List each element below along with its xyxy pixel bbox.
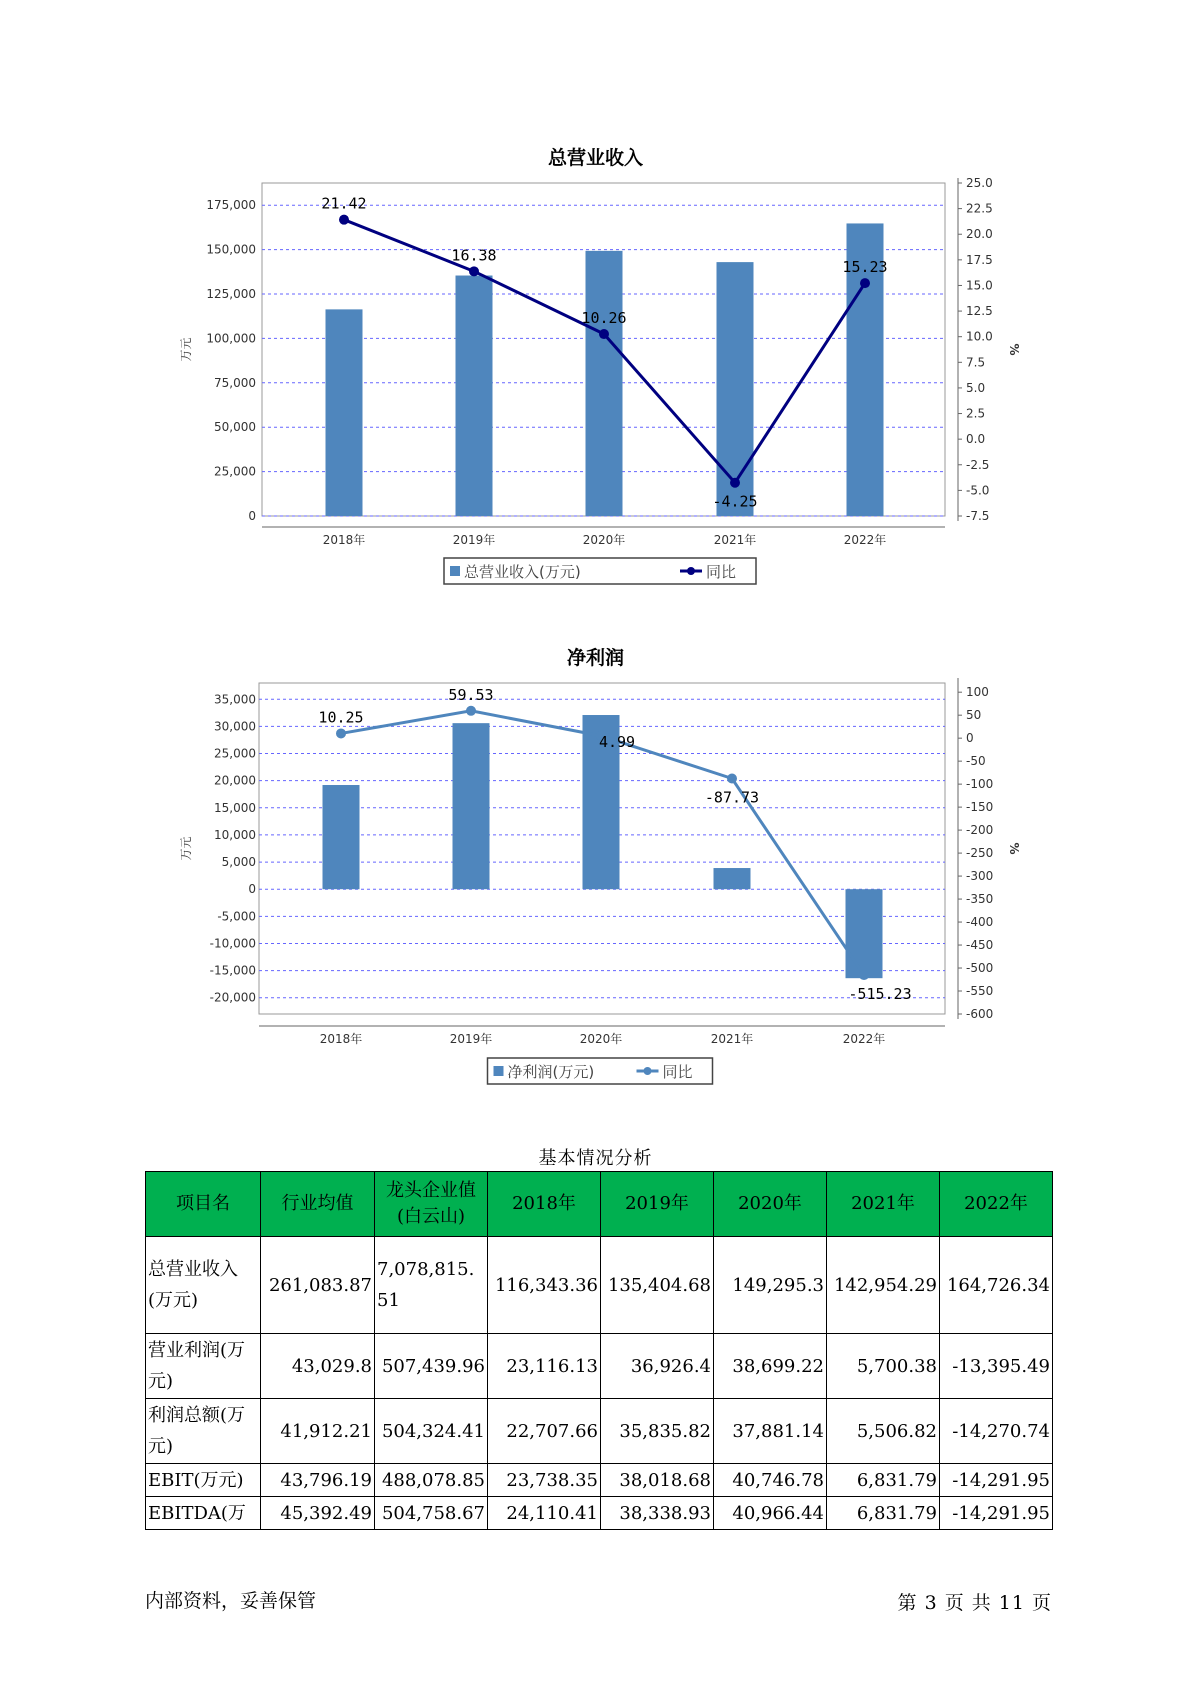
table-cell: 37,881.14 — [714, 1399, 827, 1464]
y-tick-label: 30,000 — [214, 719, 256, 734]
y-tick-label: -15,000 — [209, 963, 256, 978]
y-tick-label: 75,000 — [214, 375, 256, 390]
x-tick-label: 2022年 — [843, 533, 887, 547]
table-row — [146, 1237, 1053, 1334]
table-row — [146, 1334, 1053, 1399]
yoy-marker — [859, 970, 869, 980]
chart-title: 总营业收入 — [547, 147, 643, 169]
y2-tick-label: -2.5 — [966, 457, 990, 472]
x-tick-label: 2022年 — [842, 1032, 886, 1046]
y2-tick-label: 5.0 — [966, 380, 986, 395]
data-label: -515.23 — [848, 985, 912, 1004]
row-name-cell: EBITDA(万 — [146, 1497, 261, 1530]
table-cell: 504,324.41 — [375, 1399, 488, 1464]
x-tick-label: 2020年 — [579, 1032, 623, 1046]
yoy-marker — [466, 706, 476, 716]
header-cell: 龙头企业值(白云山) — [375, 1172, 488, 1237]
y2-tick-label: -50 — [966, 754, 986, 769]
table-cell: 7,078,815.51 — [375, 1237, 488, 1334]
y-tick-label: 150,000 — [206, 242, 256, 257]
table-cell: 36,926.4 — [601, 1334, 714, 1399]
y2-tick-label: -300 — [966, 869, 994, 884]
table-cell: 149,295.3 — [714, 1237, 827, 1334]
y2-tick-label: -350 — [966, 892, 994, 907]
y2-tick-label: 25.0 — [966, 176, 993, 190]
y-tick-label: 20,000 — [214, 773, 256, 788]
y2-tick-label: 0 — [966, 731, 974, 746]
table-header-row — [146, 1172, 1053, 1237]
y2-tick-label: 22.5 — [966, 201, 993, 216]
table-cell: 6,831.79 — [827, 1497, 940, 1530]
y2-tick-label: -250 — [966, 846, 994, 861]
y-tick-label: 50,000 — [214, 420, 256, 435]
y2-tick-label: -600 — [966, 1007, 994, 1021]
y2-axis-title: % — [1007, 842, 1021, 855]
basic-analysis-table — [145, 1171, 1053, 1530]
header-cell: 2020年 — [714, 1172, 827, 1237]
y-tick-label: 0 — [248, 882, 256, 897]
y-tick-label: 35,000 — [214, 692, 256, 707]
table-cell: 38,338.93 — [601, 1497, 714, 1530]
bar — [323, 785, 360, 889]
table-cell: -13,395.49 — [940, 1334, 1053, 1399]
y2-tick-label: 7.5 — [966, 355, 986, 370]
x-tick-label: 2018年 — [319, 1032, 363, 1046]
table-cell: 45,392.49 — [261, 1497, 375, 1530]
table-cell: 504,758.67 — [375, 1497, 488, 1530]
yoy-marker — [727, 773, 737, 783]
y2-axis-title: % — [1007, 343, 1021, 356]
y-tick-label: 0 — [248, 509, 256, 523]
data-label: 21.42 — [321, 194, 367, 213]
x-tick-label: 2021年 — [710, 1032, 754, 1046]
y2-tick-label: 10.0 — [966, 329, 993, 344]
row-name-cell: 总营业收入(万元) — [146, 1237, 261, 1334]
table-cell: -14,291.95 — [940, 1497, 1053, 1530]
y2-tick-label: 12.5 — [966, 304, 993, 319]
y-tick-label: 5,000 — [221, 855, 256, 870]
table-cell: 43,029.8 — [261, 1334, 375, 1399]
y-tick-label: -5,000 — [217, 909, 256, 924]
x-tick-label: 2021年 — [713, 533, 757, 547]
legend-bar-swatch — [494, 1066, 504, 1076]
y-tick-label: 100,000 — [206, 331, 256, 346]
y2-tick-label: -400 — [966, 915, 994, 930]
table-cell: 507,439.96 — [375, 1334, 488, 1399]
table-cell: 488,078.85 — [375, 1464, 488, 1497]
table-cell: 116,343.36 — [488, 1237, 601, 1334]
table-row — [146, 1497, 1053, 1530]
table-cell: 261,083.87 — [261, 1237, 375, 1334]
y-tick-label: 175,000 — [206, 198, 256, 213]
y2-tick-label: -450 — [966, 938, 994, 953]
header-cell: 2019年 — [601, 1172, 714, 1237]
y2-tick-label: 0.0 — [966, 432, 986, 447]
table-cell: 6,831.79 — [827, 1464, 940, 1497]
table-cell: 38,699.22 — [714, 1334, 827, 1399]
table-cell: 38,018.68 — [601, 1464, 714, 1497]
table-cell: 35,835.82 — [601, 1399, 714, 1464]
data-label: -4.25 — [712, 492, 758, 511]
table-cell: 5,506.82 — [827, 1399, 940, 1464]
table-cell: 41,912.21 — [261, 1399, 375, 1464]
chart-title: 净利润 — [566, 647, 624, 669]
legend-label: 净利润(万元) — [507, 1063, 595, 1081]
y2-tick-label: 50 — [966, 708, 982, 723]
table-cell: 22,707.66 — [488, 1399, 601, 1464]
data-label: 15.23 — [842, 258, 888, 277]
x-tick-label: 2019年 — [452, 533, 496, 547]
y2-tick-label: 17.5 — [966, 252, 993, 267]
legend-label: 同比 — [706, 563, 737, 581]
legend-label: 总营业收入(万元) — [464, 563, 581, 581]
y2-tick-label: -7.5 — [966, 509, 990, 523]
x-tick-label: 2018年 — [322, 533, 366, 547]
table-cell: 24,110.41 — [488, 1497, 601, 1530]
table-cell: 164,726.34 — [940, 1237, 1053, 1334]
table-cell: 142,954.29 — [827, 1237, 940, 1334]
y2-tick-label: -100 — [966, 777, 994, 792]
table-cell: -14,291.95 — [940, 1464, 1053, 1497]
legend-label: 同比 — [662, 1063, 693, 1081]
page-number: 第 3 页 共 11 页 — [897, 1592, 1052, 1614]
y2-tick-label: -5.0 — [966, 483, 990, 498]
y2-tick-label: -200 — [966, 823, 994, 838]
data-label: 10.25 — [318, 708, 364, 727]
row-name-cell: 利润总额(万元) — [146, 1399, 261, 1464]
data-label: 16.38 — [451, 246, 497, 265]
x-tick-label: 2019年 — [449, 1032, 493, 1046]
table-cell: 40,746.78 — [714, 1464, 827, 1497]
table-cell: 23,738.35 — [488, 1464, 601, 1497]
header-cell: 2018年 — [488, 1172, 601, 1237]
table-cell: 40,966.44 — [714, 1497, 827, 1530]
bar — [846, 889, 883, 978]
row-name-cell: 营业利润(万元) — [146, 1334, 261, 1399]
y-tick-label: 15,000 — [214, 800, 256, 815]
x-tick-label: 2020年 — [582, 533, 626, 547]
y-tick-label: 25,000 — [214, 746, 256, 761]
table-row — [146, 1464, 1053, 1497]
y2-tick-label: 20.0 — [966, 227, 993, 242]
y2-tick-label: 100 — [966, 685, 989, 700]
yoy-marker — [336, 728, 346, 738]
footer-confidential-note: 内部资料，妥善保管 — [145, 1590, 317, 1612]
y2-tick-label: -150 — [966, 800, 994, 815]
y-axis-title: 万元 — [179, 836, 193, 861]
y2-tick-label: -500 — [966, 961, 994, 976]
legend-line-marker — [644, 1067, 652, 1075]
bar — [714, 868, 751, 889]
table-cell: 5,700.38 — [827, 1334, 940, 1399]
table-caption: 基本情况分析 — [538, 1148, 653, 1169]
y-tick-label: 10,000 — [214, 827, 256, 842]
table-cell: 135,404.68 — [601, 1237, 714, 1334]
data-label: -87.73 — [704, 788, 760, 807]
data-label: 10.26 — [581, 309, 627, 328]
row-name-cell: EBIT(万元) — [146, 1464, 261, 1497]
data-label: 59.53 — [448, 685, 494, 704]
header-cell: 2021年 — [827, 1172, 940, 1237]
table-cell: 23,116.13 — [488, 1334, 601, 1399]
y-axis-title: 万元 — [179, 337, 193, 362]
data-label: 4.99 — [598, 732, 636, 751]
header-cell: 2022年 — [940, 1172, 1053, 1237]
table-row — [146, 1399, 1053, 1464]
bar — [453, 723, 490, 889]
header-cell: 项目名 — [146, 1172, 261, 1237]
y-tick-label: 25,000 — [214, 464, 256, 479]
y2-tick-label: 2.5 — [966, 406, 986, 421]
y-tick-label: -10,000 — [209, 936, 256, 951]
y2-tick-label: -550 — [966, 984, 994, 999]
table-cell: 43,796.19 — [261, 1464, 375, 1497]
y-tick-label: 125,000 — [206, 287, 256, 301]
y2-tick-label: 15.0 — [966, 278, 993, 293]
table-cell: -14,270.74 — [940, 1399, 1053, 1464]
header-cell: 行业均值 — [261, 1172, 375, 1237]
y-tick-label: -20,000 — [209, 990, 256, 1005]
